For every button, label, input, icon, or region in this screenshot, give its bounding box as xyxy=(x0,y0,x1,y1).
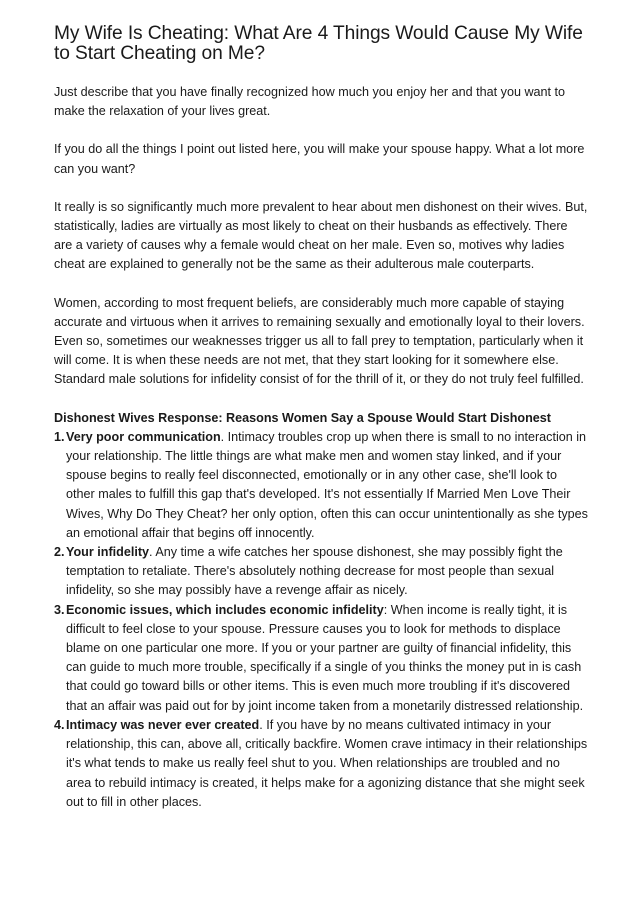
list-item-lead: Your infidelity xyxy=(66,545,150,560)
list-item-text: . Any time a wife catches her spouse dishonest, she may possibly fight the temptation to retaliate. There's absolutely nothing decrease for most people than sexual infidelity, so she may possibly have a revenge affair as nicely. xyxy=(66,545,563,598)
paragraph-2: If you do all the things I point out listed here, you will make your spouse happy. What a lot more can you want? xyxy=(54,142,585,176)
list-item-number: 2. xyxy=(54,545,65,560)
list-item-lead: Intimacy was never ever created xyxy=(66,717,260,732)
paragraph-3: It really is so significantly much more prevalent to hear about men dishonest on their wives. But, statistically, ladies are virtually as most likely to cheat on their husbands as effectively. There are a variety of causes why a female would cheat on her male. Even so, motives why ladies cheat are explained to generally not be the same as their adulterous male couterparts. xyxy=(54,199,588,272)
list-item xyxy=(54,601,588,716)
section-heading: Dishonest Wives Response: Reasons Women Say a Spouse Would Start Dishonest xyxy=(54,410,551,425)
paragraph-1: Just describe that you have finally recognized how much you enjoy her and that you want to make the relaxation of your lives great. xyxy=(54,85,566,119)
list-item-lead: Economic issues, which includes economic infidelity xyxy=(66,602,384,617)
list-item-lead: Very poor communication xyxy=(66,429,221,444)
list-item-text: . Intimacy troubles crop up when there is small to no interaction in your relationship. The little things are what make men and women stay linked, and if your spouse begins to really feel disconnected, emotionally or in any other case, she'll look to other males to fulfill this gap that's developed. It's not essentially If Married Men Love Their Wives, Why Do They Cheat? her only option, often this can occur unintentionally as she types an emotional affair that begins off innocently. xyxy=(66,429,588,540)
list-item xyxy=(54,428,588,543)
paragraph-4: Women, according to most frequent beliefs, are considerably much more capable of staying accurate and virtuous when it arrives to remaining sexually and emotionally loyal to their lovers. Even so, sometimes our weaknesses trigger us all to fall prey to temptation, particularly when it will come. It is when these needs are not met, that they start looking for it somewhere else. Standard male solutions for infidelity consist of for the thrill of it, or they do not truly feel fulfilled. xyxy=(54,295,585,387)
list-item-text: : When income is really tight, it is difficult to feel close to your spouse. Pressure causes you to look for methods to displace blame on one particular one more. If you or your partner are guilty of financial infidelity, this can guide to much more trouble, specifically if a single of you thinks the money put in is cash that could go toward bills or other items. This is even much more troubling if it's discovered that an affair was paid out for by joint income taken from a monetarily distressed relationship. xyxy=(66,602,584,713)
list-item-number: 3. xyxy=(54,602,65,617)
list-item xyxy=(54,543,588,601)
list-item-number: 1. xyxy=(54,429,65,444)
reasons-list xyxy=(54,428,588,812)
list-item-text: . If you have by no means cultivated intimacy in your relationship, this can, above all, critically backfire. Women crave intimacy in their relationships it's what tends to make us really feel shut to you. When relationships are troubled and no area to rebuild intimacy is created, it helps make for a agonizing distance that she might seek out to fill in other places. xyxy=(66,717,588,809)
list-item-number: 4. xyxy=(54,717,65,732)
list-item xyxy=(54,716,588,812)
page-title: My Wife Is Cheating: What Are 4 Things Would Cause My Wife to Start Cheating on Me? xyxy=(54,23,583,64)
